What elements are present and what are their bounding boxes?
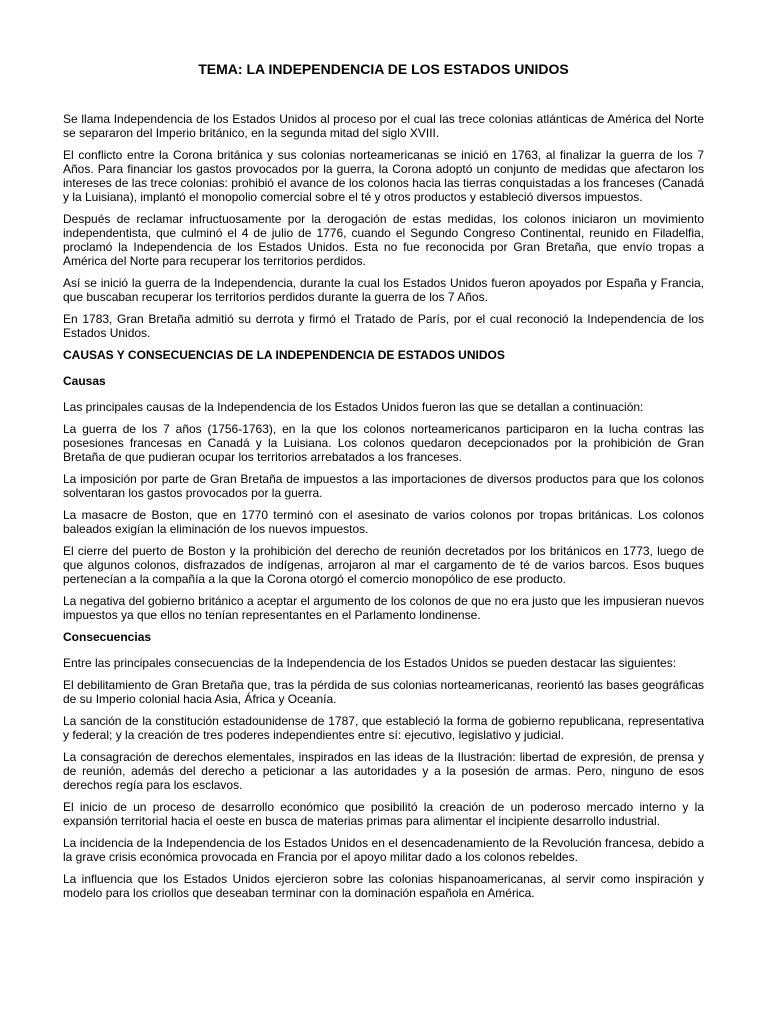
intro-paragraph-1: Se llama Independencia de los Estados Unidos al proceso por el cual las trece colonias atlánticas de América del Norte se separaron del Imperio británico, en la segunda mitad del siglo XVIII. — [63, 112, 704, 140]
intro-paragraph-4: Así se inició la guerra de la Independencia, durante la cual los Estados Unidos fueron apoyados por España y Francia, que buscaban recuperar los territorios perdidos durante la guerra de los 7 Años. — [63, 276, 704, 304]
consequences-heading: Consecuencias — [63, 630, 152, 644]
causes-paragraph-2: La guerra de los 7 años (1756-1763), en la que los colonos norteamericanos participaron en la lucha contras las posesiones francesas en Canadá y la Luisiana. Los colonos quedaron decepcionados por la prohibición de Gran Bretaña de que pudieran ocupar los territorios arrebatados a los franceses. — [63, 422, 704, 464]
document-page — [63, 60, 704, 908]
causes-paragraph-6: La negativa del gobierno británico a aceptar el argumento de los colonos de que no era justo que les impusieran nuevos impuestos ya que ellos no tenían representantes en el Parlamento londinense. — [63, 594, 704, 622]
consequences-paragraph-6: La incidencia de la Independencia de los Estados Unidos en el desencadenamiento de la Revolución francesa, debido a la grave crisis económica provocada en Francia por el apoyo militar dado a los colonos rebeldes. — [63, 836, 704, 864]
document-title: TEMA: LA INDEPENDENCIA DE LOS ESTADOS UNIDOS — [198, 61, 569, 77]
intro-paragraph-3: Después de reclamar infructuosamente por la derogación de estas medidas, los colonos iniciaron un movimiento independentista, que culminó el 4 de julio de 1776, cuando el Segundo Congreso Continental, reunido en Filadelfia, proclamó la Independencia de los Estados Unidos. Esta no fue reconocida por Gran Bretaña, que envío tropas a América del Norte para recuperar los territorios perdidos. — [63, 212, 704, 268]
causes-paragraph-4: La masacre de Boston, que en 1770 terminó con el asesinato de varios colonos por tropas británicas. Los colonos baleados exigían la eliminación de los nuevos impuestos. — [63, 508, 704, 536]
causes-heading: Causas — [63, 374, 106, 388]
consequences-paragraph-2: El debilitamiento de Gran Bretaña que, tras la pérdida de sus colonias norteamericanas, reorientó las bases geográficas de su Imperio colonial hacia Asia, África y Oceanía. — [63, 678, 704, 706]
section-heading: CAUSAS Y CONSECUENCIAS DE LA INDEPENDENCIA DE ESTADOS UNIDOS — [63, 348, 505, 362]
consequences-paragraph-7: La influencia que los Estados Unidos ejercieron sobre las colonias hispanoamericanas, al servir como inspiración y modelo para los criollos que deseaban terminar con la dominación española en América. — [63, 872, 704, 900]
intro-paragraph-2: El conflicto entre la Corona británica y sus colonias norteamericanas se inició en 1763, al finalizar la guerra de los 7 Años. Para financiar los gastos provocados por la guerra, la Corona adoptó un conjunto de medidas que afectaron los intereses de las trece colonias: prohibió el avance de los colonos hacia las tierras conquistadas a los franceses (Canadá y la Luisiana), implantó el monopolio comercial sobre el té y otros productos y estableció diversos impuestos. — [63, 148, 704, 204]
consequences-paragraph-1: Entre las principales consecuencias de la Independencia de los Estados Unidos se pueden destacar las siguientes: — [63, 656, 677, 670]
consequences-paragraph-4: La consagración de derechos elementales, inspirados en las ideas de la Ilustración: libertad de expresión, de prensa y de reunión, además del derecho a peticionar a las autoridades y a la posesión de armas. Pero, ninguno de esos derechos regía para los esclavos. — [63, 750, 704, 792]
intro-paragraph-5: En 1783, Gran Bretaña admitió su derrota y firmó el Tratado de París, por el cual reconoció la Independencia de los Estados Unidos. — [63, 312, 704, 340]
consequences-paragraph-3: La sanción de la constitución estadounidense de 1787, que estableció la forma de gobierno republicana, representativa y federal; y la creación de tres poderes independientes entre sí: ejecutivo, legislativo y judicial. — [63, 714, 704, 742]
causes-paragraph-3: La imposición por parte de Gran Bretaña de impuestos a las importaciones de diversos productos para que los colonos solventaran los gastos provocados por la guerra. — [63, 472, 704, 500]
causes-paragraph-5: El cierre del puerto de Boston y la prohibición del derecho de reunión decretados por los británicos en 1773, luego de que algunos colonos, disfrazados de indígenas, arrojaron al mar el cargamento de té de varios barcos. Esos buques pertenecían a la compañía a la que la Corona otorgó el comercio monopólico de ese producto. — [63, 544, 704, 586]
consequences-paragraph-5: El inicio de un proceso de desarrollo económico que posibilitó la creación de un poderoso mercado interno y la expansión territorial hacia el oeste en busca de materias primas para alimentar el incipiente desarrollo industrial. — [63, 800, 704, 828]
causes-paragraph-1: Las principales causas de la Independencia de los Estados Unidos fueron las que se detallan a continuación: — [63, 400, 644, 414]
